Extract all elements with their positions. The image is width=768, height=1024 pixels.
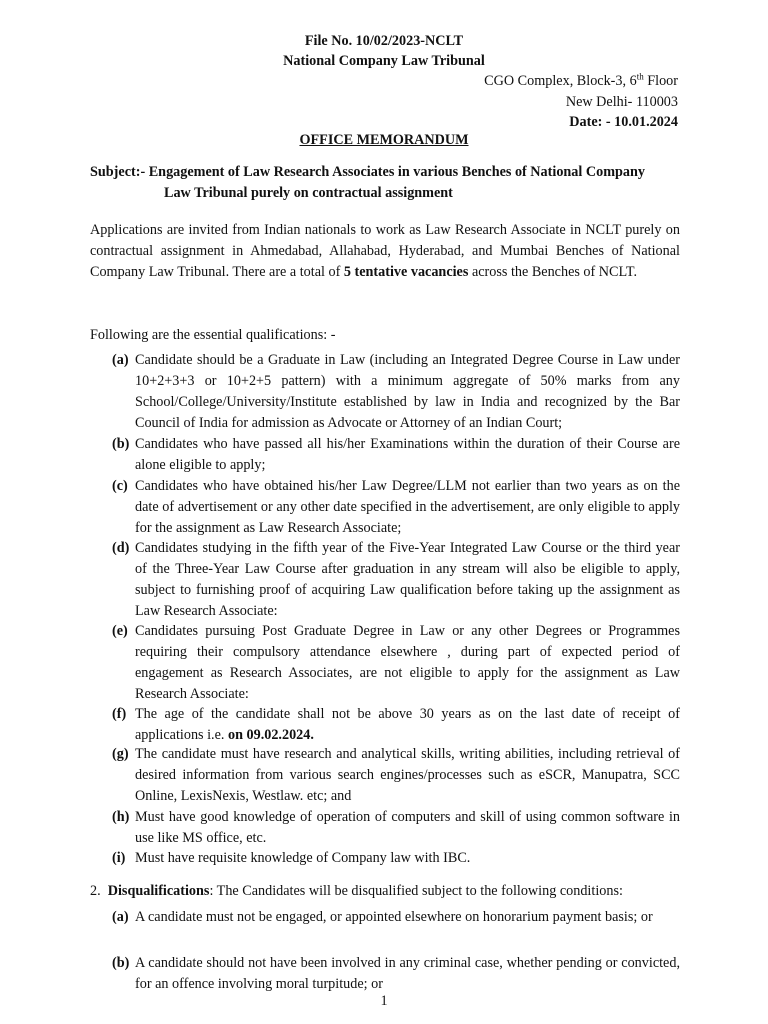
file-number: File No. 10/02/2023-NCLT [304,33,464,49]
qualification-item: (a) Candidate should be a Graduate in Law (including an Integrated Degree Course in Law under 10+2+3+3 or 10+2+5 pattern) with a minimum aggregate of 50% marks from any School/College/University/Institute established by law in India and recognized by the Bar Council of India for admission as Advocate or Attorney of an Indian Court; [112,352,680,431]
section-2-heading: 2. Disqualifications: The Candidates will be disqualified subject to the following conditions: [90,883,623,899]
disqualification-item: (b) A candidate should not have been involved in any criminal case, whether pending or convicted, for an offence involving moral turpitude; or [112,955,680,992]
memo-date: Date: - 10.01.2024 [569,114,678,130]
qualification-item: (i) Must have requisite knowledge of Company law with IBC. [112,850,471,866]
page-number: 1 [380,993,388,1009]
qualifications-intro: Following are the essential qualifications: - [90,327,336,343]
subject-line-2: Law Tribunal purely on contractual assignment [164,185,453,201]
disqualification-item: (a) A candidate must not be engaged, or appointed elsewhere on honorarium payment basis; or [112,909,653,925]
qualification-item: (f) The age of the candidate shall not be above 30 years as on the last date of receipt of applications i.e. on 09.02.2024. [112,706,680,743]
qualification-item: (h) Must have good knowledge of operation of computers and skill of using common software in use like MS office, etc. [112,809,680,846]
qualification-item: (c) Candidates who have obtained his/her Law Degree/LLM not earlier than two years as on the date of advertisement or any other date specified in the advertisement, are only eligible to apply for the assignment as Law Research Associate; [112,478,680,536]
intro-paragraph: Applications are invited from Indian nationals to work as Law Research Associate in NCLT purely on contractual assignment in Ahmedabad, Allahabad, Hyderabad, and Mumbai Benches of National Company Law Tribunal. There are a total of 5 tentative vacancies across the Benches of NCLT. [90,222,680,280]
qualification-item: (d) Candidates studying in the fifth year of the Five-Year Integrated Law Course or the third year of the Three-Year Law Course after graduation in any stream will also be eligible to apply, subject to furnishing proof of acquiring Law qualification before taking up the assignment as Law Research Associate: [112,540,680,619]
qualification-item: (b) Candidates who have passed all his/her Examinations within the duration of their Course are alone eligible to apply; [112,436,680,473]
qualification-item: (g) The candidate must have research and analytical skills, writing abilities, including retrieval of desired information from various search engines/processes such as eSCR, Manupatra, SCC Online, LexisNexis, Westlaw. etc; and [112,746,680,804]
address-line-1: CGO Complex, Block-3, 6th Floor [484,71,678,89]
page-title: OFFICE MEMORANDUM [299,132,469,148]
address-line-2: New Delhi- 110003 [565,94,678,110]
qualification-item: (e) Candidates pursuing Post Graduate Degree in Law or any other Degrees or Programmes requiring their compulsory attendance elsewhere , during part of expected period of engagement as Research Associates, are not eligible to apply for the assignment as Law Research Associate: [112,623,680,702]
subject-line-1: Subject:- Engagement of Law Research Associates in various Benches of National Company [90,164,646,180]
organization-name: National Company Law Tribunal [283,53,485,69]
